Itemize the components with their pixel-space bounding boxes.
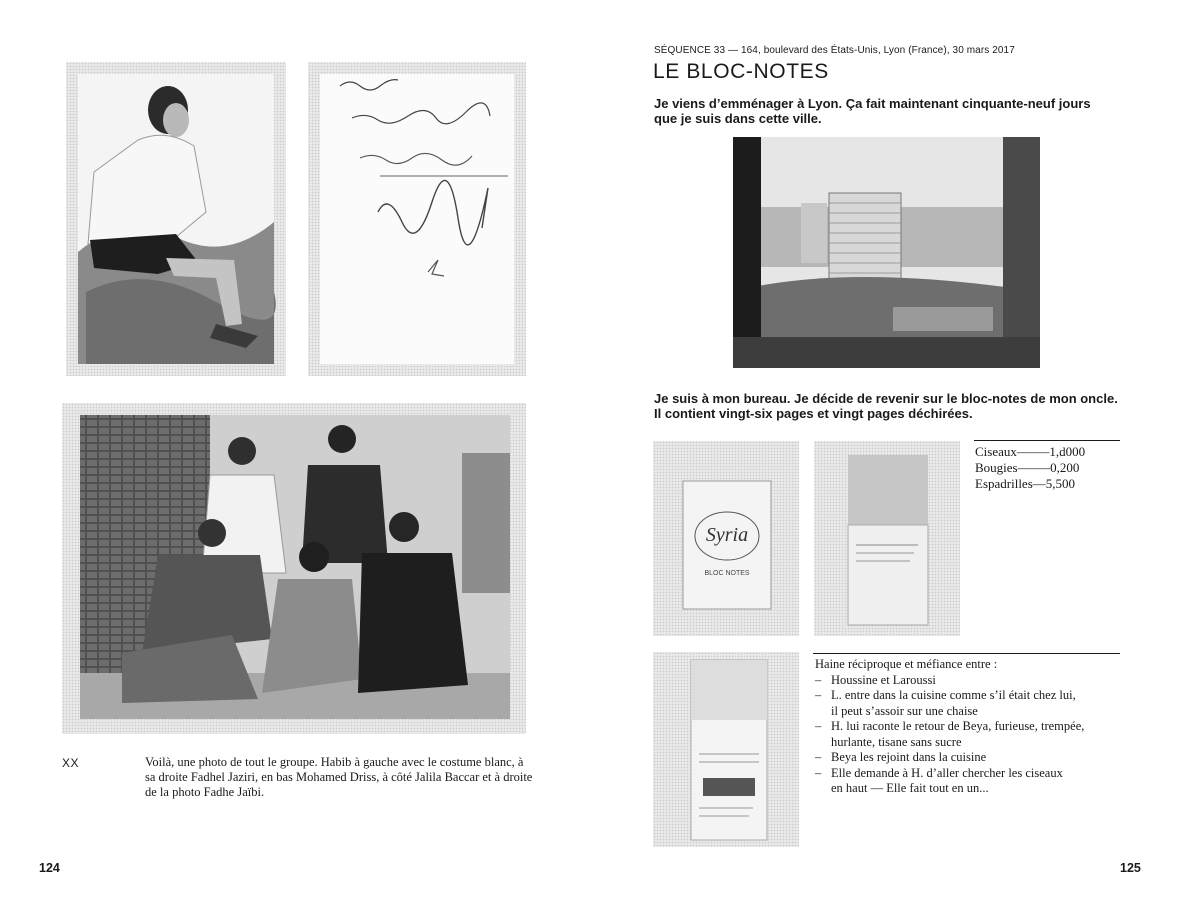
notes-item-line: en haut –– Elle fait tout en un...	[831, 781, 989, 795]
notes-item-line: – L. entre dans la cuisine comme s’il était chez lui,	[831, 688, 1076, 702]
photo-handwritten-page	[308, 62, 526, 376]
page-title: LE BLOC-NOTES	[653, 60, 829, 83]
photo-notepad-page	[653, 652, 799, 847]
page-number-left: 124	[39, 861, 60, 875]
notes-item	[815, 766, 1127, 797]
notes-item	[815, 750, 1127, 766]
price-dash: ––	[1032, 476, 1046, 491]
notes-list	[815, 673, 1127, 797]
price-dash: –––––	[1017, 460, 1051, 475]
notes-item-line: il peut s’assoir sur une chaise	[831, 703, 978, 718]
price-list	[975, 444, 1125, 492]
svg-text:BLOC NOTES: BLOC NOTES	[704, 570, 750, 577]
notes-rule	[813, 653, 1120, 654]
price-list-rule	[974, 440, 1120, 441]
notes-block	[815, 657, 1127, 797]
photo-window-view	[733, 137, 1040, 368]
notes-item-line: hurlante, tisane sans sucre	[831, 734, 962, 749]
notes-item	[815, 688, 1127, 719]
price-row-ciseaux	[975, 444, 1125, 460]
price-row-espadrilles	[975, 476, 1125, 492]
notes-item-line: – Beya les rejoint dans la cuisine	[831, 750, 987, 764]
notes-item-line: – Houssine et Laroussi	[831, 672, 936, 687]
photo-notepad-back	[814, 441, 960, 636]
price-item: Ciseaux	[975, 444, 1017, 459]
price-item: Espadrilles	[975, 476, 1033, 491]
caption-marker: XX	[62, 756, 80, 770]
photo-caption: Voilà, une photo de tout le groupe. Habib à gauche avec le costume blanc, à sa droite Fadhel Jaziri, en bas Mohamed Driss, à côté Jalila Baccar et à droite de la photo Fadhe Jaïbi.	[145, 755, 533, 799]
photo-man-on-rocks	[66, 62, 286, 376]
price-dash: –––––	[1016, 444, 1050, 459]
notes-item	[815, 719, 1127, 750]
intro-paragraph-1: Je viens d’emménager à Lyon. Ça fait maintenant cinquante-neuf jours que je suis dans cette ville.	[654, 96, 1091, 126]
notes-heading: Haine réciproque et méfiance entre :	[815, 657, 998, 671]
price-value: 5,500	[1045, 476, 1076, 491]
intro-paragraph-2: Je suis à mon bureau. Je décide de revenir sur le bloc-notes de mon oncle. Il contient vingt-six pages et vingt pages déchirées.	[654, 391, 1118, 421]
price-item: Bougies	[975, 460, 1018, 475]
photo-notepad-cover	[653, 441, 799, 636]
price-value: 0,200	[1050, 460, 1080, 475]
svg-text:Syria: Syria	[705, 524, 749, 546]
notes-item-line: – Elle demande à H. d’aller chercher les ciseaux	[831, 765, 1063, 780]
page-number-right: 125	[1120, 861, 1141, 875]
sequence-heading: SÉQUENCE 33 — 164, boulevard des États-Unis, Lyon (France), 30 mars 2017	[654, 45, 1015, 56]
photo-group	[62, 403, 526, 734]
notes-item	[815, 673, 1127, 689]
price-row-bougies	[975, 460, 1125, 476]
notes-item-line: – H. lui raconte le retour de Beya, furieuse, trempée,	[831, 719, 1085, 733]
price-value: 1,d000	[1049, 444, 1086, 459]
